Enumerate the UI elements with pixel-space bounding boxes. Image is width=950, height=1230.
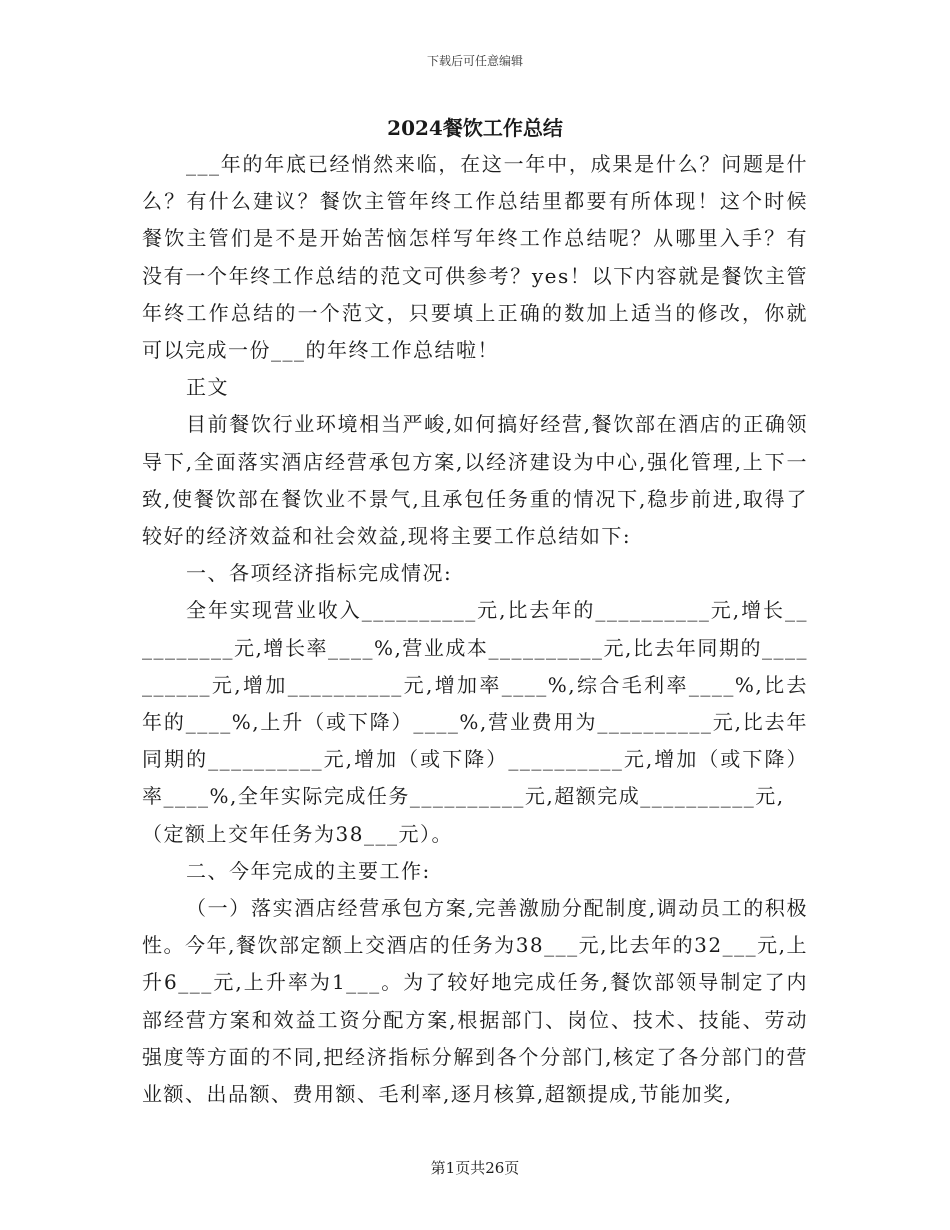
quota-note-paragraph: （定额上交年任务为38___元）。 bbox=[142, 821, 453, 846]
page-number: 第1页共26页 bbox=[430, 1159, 520, 1177]
section-label-main-text: 正文 bbox=[186, 375, 229, 400]
document-title: 2024餐饮工作总结 bbox=[387, 116, 563, 140]
document-body bbox=[142, 146, 808, 1113]
economic-indicators-paragraph: 全年实现营业收入__________元,比去年的__________元,增长__________元,增长率____%,营业成本__________元,比去年同期的__________元,增加__________元,增加率____%,综合毛利率____%,比去年的____%,上升（或下降）____%,营业费用为__________元,比去年同期的__________元,增加（或下降）__________元,增加（或下降）率____%,全年实际完成任务__________元,超额完成__________元, bbox=[142, 598, 808, 809]
main-work-paragraph: （一）落实酒店经营承包方案,完善激励分配制度,调动员工的积极性。今年,餐饮部定额上交酒店的任务为38___元,比去年的32___元,上升6___元,上升率为1___。为了较好地完成任务,餐饮部领导制定了内部经营方案和效益工资分配方案,根据部门、岗位、技术、技能、劳动强度等方面的不同,把经济指标分解到各个分部门,核定了各分部门的营业额、出品额、费用额、毛利率,逐月核算,超额提成,节能加奖, bbox=[142, 896, 808, 1107]
section-heading-main-work: 二、今年完成的主要工作: bbox=[186, 858, 431, 883]
section-heading-economic-indicators: 一、各项经济指标完成情况: bbox=[186, 561, 453, 586]
intro-paragraph: ___年的年底已经悄然来临，在这一年中，成果是什么？问题是什么？有什么建议？餐饮主管年终工作总结里都要有所体现！这个时候餐饮主管们是不是开始苦恼怎样写年终工作总结呢？从哪里入手？有没有一个年终工作总结的范文可供参考？yes！以下内容就是餐饮主管年终工作总结的一个范文，只要填上正确的数加上适当的修改，你就可以完成一份___的年终工作总结啦！ bbox=[142, 152, 808, 363]
overview-paragraph: 目前餐饮行业环境相当严峻,如何搞好经营,餐饮部在酒店的正确领导下,全面落实酒店经营承包方案,以经济建设为中心,强化管理,上下一致,使餐饮部在餐饮业不景气,且承包任务重的情况下,稳步前进,取得了较好的经济效益和社会效益,现将主要工作总结如下: bbox=[142, 412, 808, 549]
header-note: 下载后可任意编辑 bbox=[426, 54, 523, 68]
